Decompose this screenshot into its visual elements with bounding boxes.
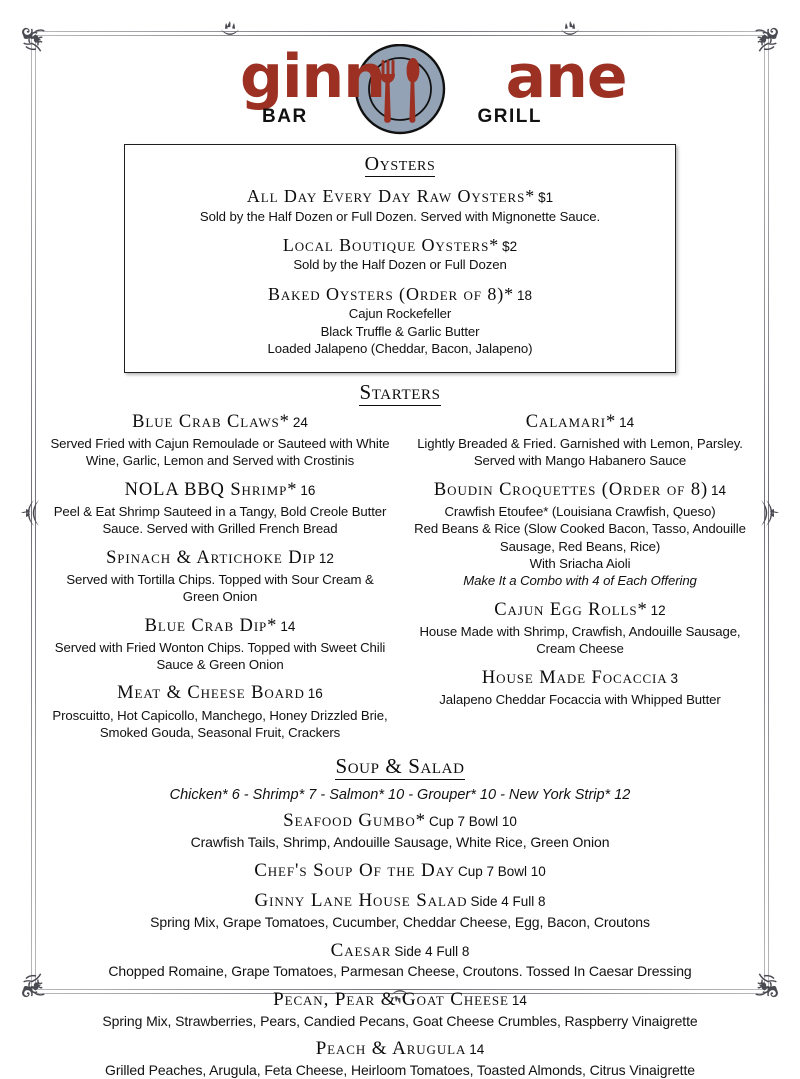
menu-item — [139, 234, 661, 274]
menu-item-desc: Jalapeno Cheddar Focaccia with Whipped Butter — [439, 691, 721, 707]
menu-item-desc: Spring Mix, Grape Tomatoes, Cucumber, Cheddar Cheese, Egg, Bacon, Croutons — [150, 914, 650, 931]
menu-item-name: Ginny Lane House Salad Side 4 Full 8 — [254, 890, 546, 912]
menu-item — [408, 599, 752, 658]
menu-item-price: 14 — [469, 1042, 485, 1058]
menu-item — [44, 859, 756, 883]
menu-item — [44, 889, 756, 931]
logo-word-right: ane — [505, 42, 627, 112]
menu-item-price: $1 — [538, 190, 554, 205]
menu-item-desc: Peel & Eat Shrimp Sauteed in a Tangy, Bold Creole Butter Sauce. Served with Grilled French Bread — [53, 503, 387, 537]
border-ornament-icon — [758, 496, 782, 530]
menu-item — [44, 809, 756, 851]
menu-item-price: 3 — [670, 670, 679, 686]
section-heading-starters: Starters — [359, 379, 441, 404]
menu-item-desc: Black Truffle & Garlic Butter — [320, 323, 480, 339]
border-ornament-icon — [550, 18, 590, 40]
menu-item-name: Local Boutique Oysters* $2 — [282, 234, 518, 255]
menu-item-desc: Served with Tortilla Chips. Topped with Sour Cream & Green Onion — [66, 571, 374, 605]
menu-item-price: 16 — [307, 686, 323, 702]
soup-salad-section — [44, 754, 756, 1079]
menu-item — [139, 283, 661, 358]
logo-grill-label: GRILL — [477, 106, 542, 127]
menu-item-desc: With Sriacha Aioli — [529, 555, 631, 571]
menu-item-price: 16 — [300, 482, 316, 498]
menu-item-desc: Loaded Jalapeno (Cheddar, Bacon, Jalapeno) — [267, 341, 533, 357]
menu-item — [48, 682, 392, 741]
menu-item-price: 14 — [711, 482, 727, 498]
border-ornament-icon — [210, 18, 250, 40]
menu-item-desc: Cajun Rockefeller — [348, 306, 452, 322]
menu-item — [48, 411, 392, 470]
menu-item — [139, 185, 661, 225]
menu-item — [48, 479, 392, 538]
starters-right-column — [400, 411, 756, 751]
starters-section — [44, 380, 756, 751]
menu-item-price: 14 — [511, 992, 527, 1008]
menu-item-price: Side 4 Full 8 — [470, 894, 546, 910]
section-heading-oysters: Oysters — [364, 153, 436, 175]
section-heading-soup-salad: Soup & Salad — [335, 754, 465, 779]
starters-left-column — [44, 411, 400, 751]
menu-item-name: Meat & Cheese Board 16 — [117, 683, 323, 704]
menu-item-desc: Spring Mix, Strawberries, Pears, Candied Pecans, Goat Cheese Crumbles, Raspberry Vinaigrette — [102, 1012, 698, 1029]
menu-item-price: 24 — [292, 414, 308, 430]
menu-item-desc: Grilled Peaches, Arugula, Feta Cheese, Heirloom Tomatoes, Toasted Almonds, Citrus Vinaigrette — [105, 1061, 695, 1078]
menu-item-name: Cajun Egg Rolls* 12 — [494, 599, 666, 620]
menu-item-desc: Lightly Breaded & Fried. Garnished with Lemon, Parsley. Served with Mango Habanero Sauce — [417, 435, 743, 469]
menu-item-name: Pecan, Pear & Goat Cheese 14 — [273, 988, 527, 1010]
border-top-line-outer — [34, 31, 766, 32]
menu-item-price: 12 — [318, 550, 334, 566]
menu-item-price: 12 — [650, 602, 666, 618]
logo-bar-label: BAR — [262, 106, 308, 127]
menu-item-desc: Served Fried with Cajun Remoulade or Sauteed with White Wine, Garlic, Lemon and Served with Crostinis — [50, 435, 390, 469]
oysters-section — [124, 144, 676, 373]
menu-item-price: 14 — [280, 618, 296, 634]
menu-item-name: Seafood Gumbo* Cup 7 Bowl 10 — [283, 810, 517, 832]
menu-item-name: NOLA BBQ Shrimp* 16 — [124, 479, 316, 500]
restaurant-logo — [44, 42, 756, 140]
menu-item — [408, 667, 752, 709]
menu-item-price: 14 — [619, 414, 635, 430]
menu-item-name: Baked Oysters (Order of 8)* 18 — [267, 283, 533, 304]
menu-item-desc: Served with Fried Wonton Chips. Topped with Sweet Chili Sauce & Green Onion — [54, 639, 386, 673]
menu-item-desc: Crawfish Tails, Shrimp, Andouille Sausage, White Rice, Green Onion — [190, 834, 610, 851]
border-ornament-icon — [18, 496, 42, 530]
menu-item-price: Cup 7 Bowl 10 — [429, 814, 517, 830]
menu-item-desc: Sold by the Half Dozen or Full Dozen. Served with Mignonette Sauce. — [199, 208, 601, 224]
menu-item-name: Peach & Arugula 14 — [315, 1038, 485, 1060]
salad-add-ons: Chicken* 6 - Shrimp* 7 - Salmon* 10 - Grouper* 10 - New York Strip* 12 — [169, 787, 631, 804]
menu-item-desc: Chopped Romaine, Grape Tomatoes, Parmesan Cheese, Croutons. Tossed In Caesar Dressing — [108, 963, 692, 980]
menu-item-desc: House Made with Shrimp, Crawfish, Andouille Sausage, Cream Cheese — [419, 623, 741, 657]
menu-item-name: House Made Focaccia 3 — [481, 667, 679, 688]
logo-word-left: ginn — [240, 42, 385, 112]
menu-item — [48, 615, 392, 674]
menu-item-desc: Proscuitto, Hot Capicollo, Manchego, Honey Drizzled Brie, Smoked Gouda, Seasonal Fruit, Crackers — [52, 707, 388, 741]
menu-item-price: $2 — [502, 238, 518, 254]
menu-item-combo-note: Make It a Combo with 4 of Each Offering — [463, 573, 697, 589]
menu-item-name: Blue Crab Claws* 24 — [132, 411, 308, 432]
menu-item — [408, 411, 752, 470]
menu-item-name: Spinach & Artichoke Dip 12 — [106, 547, 334, 568]
menu-item-desc: Crawfish Etoufee* (Louisiana Crawfish, Queso) — [444, 503, 716, 519]
menu-item-price: Side 4 Full 8 — [394, 943, 470, 959]
menu-item — [44, 988, 756, 1030]
menu-item-name: All Day Every Day Raw Oysters* $1 — [246, 186, 554, 206]
menu-item-desc: Red Beans & Rice (Slow Cooked Bacon, Tasso, Andouille Sausage, Red Beans, Rice) — [414, 521, 746, 554]
menu-item — [44, 1037, 756, 1079]
menu-item-name: Calamari* 14 — [525, 411, 635, 432]
menu-item — [408, 479, 752, 590]
menu-item-desc: Sold by the Half Dozen or Full Dozen — [293, 257, 507, 273]
menu-item-name: Caesar Side 4 Full 8 — [330, 939, 470, 961]
menu-content — [44, 42, 756, 1078]
menu-item-name: Boudin Croquettes (Order of 8) 14 — [433, 479, 727, 500]
menu-item-price: 18 — [517, 287, 533, 303]
border-top-line-inner — [34, 35, 766, 36]
logo-wordmark — [240, 42, 627, 112]
menu-item-name: Blue Crab Dip* 14 — [144, 615, 296, 636]
menu-item-price: Cup 7 Bowl 10 — [457, 863, 546, 879]
menu-item — [44, 939, 756, 981]
menu-item — [48, 547, 392, 606]
menu-item-name: Chef's Soup Of the Day Cup 7 Bowl 10 — [254, 859, 546, 881]
